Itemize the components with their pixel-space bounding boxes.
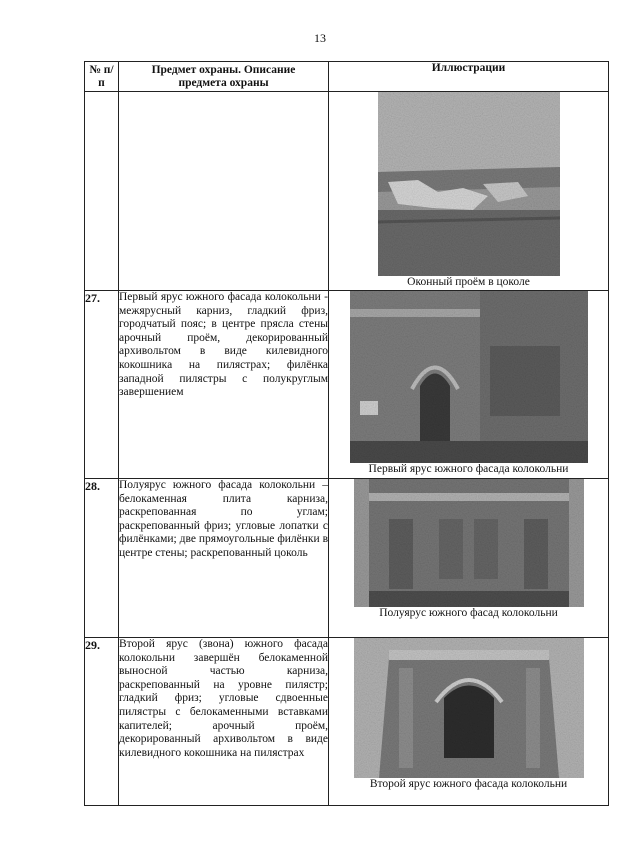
row-illustration — [329, 638, 609, 806]
table-row — [85, 92, 609, 291]
protection-table — [84, 61, 609, 806]
page-number: 13 — [314, 31, 326, 45]
photo-window-opening-plinth — [378, 92, 560, 276]
row-number: 28. — [85, 479, 119, 638]
header-number: № п/п — [85, 62, 119, 92]
row-illustration — [329, 479, 609, 638]
table-header-row — [85, 62, 609, 92]
table-row — [85, 638, 609, 806]
row-description — [119, 92, 329, 291]
row-description: Первый ярус южного фасада колокольни - межярусный карниз, гладкий фриз, городчатый пояс; в центре прясла стены арочный проём, декорированный архивольтом в виде килевидного кокошника на пилястрах; филёнка западной пилястры с полукруглым завершением — [119, 291, 329, 479]
row-description: Полуярус южного фасада колокольни – белокаменная плита карниза, раскрепованная по углам; раскрепованный фриз; угловые лопатки с филёнками; две прямоугольные филёнки в центре стены; раскрепованный цоколь — [119, 479, 329, 638]
header-illustrations: Иллюстрации — [329, 62, 609, 92]
row-illustration — [329, 92, 609, 291]
photo-caption: Полуярус южного фасад колокольни — [379, 607, 558, 619]
table-row — [85, 291, 609, 479]
row-number: 29. — [85, 638, 119, 806]
photo-first-tier-south-facade — [350, 291, 588, 463]
header-description: Предмет охраны. Описание предмета охраны — [119, 62, 329, 92]
row-number: 27. — [85, 291, 119, 479]
photo-caption: Первый ярус южного фасада колокольни — [368, 463, 569, 475]
row-number — [85, 92, 119, 291]
photo-half-tier-south-facade — [354, 479, 584, 607]
photo-second-tier-south-facade — [354, 638, 584, 778]
row-description: Второй ярус (звона) южного фасада колокольни завершён белокаменной выносной частью карниза, раскрепованный на уровне пилястр; гладкий фриз; угловые сдвоенные пилястры с белокаменными вставками капителей; арочный проём, декорированный архивольтом в виде килевидного кокошника на пилястрах — [119, 638, 329, 806]
row-illustration — [329, 291, 609, 479]
table-row — [85, 479, 609, 638]
photo-caption: Второй ярус южного фасада колокольни — [369, 778, 568, 790]
photo-caption: Оконный проём в цоколе — [407, 276, 530, 288]
